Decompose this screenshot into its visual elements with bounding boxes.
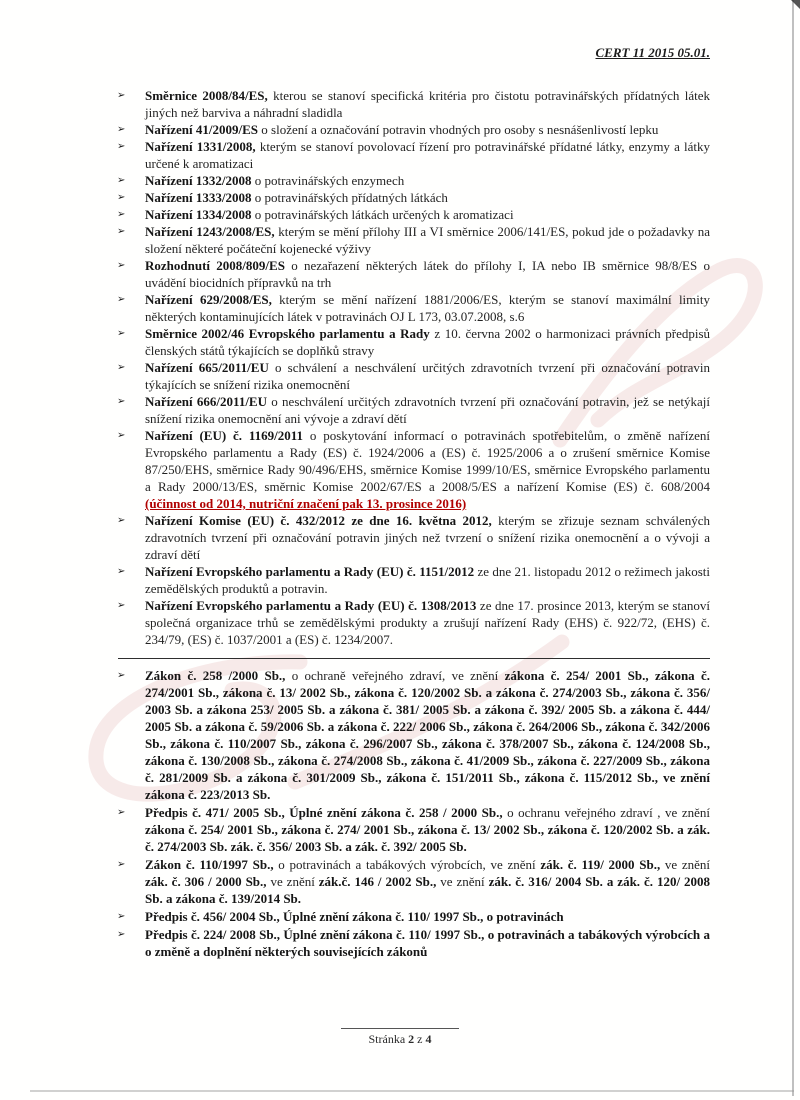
text-segment: Směrnice 2008/84/ES, xyxy=(145,88,268,103)
footer-of-word: z xyxy=(414,1032,426,1046)
text-segment: zák. č. 306 / 2000 Sb., xyxy=(145,874,267,889)
list-item xyxy=(110,87,710,121)
arrow-bullet-icon: ➢ xyxy=(117,328,126,339)
text-segment: zák.č. 146 / 2002 Sb., xyxy=(318,874,437,889)
text-segment: Zákon č. 110/1997 Sb., xyxy=(145,857,274,872)
arrow-bullet-icon: ➢ xyxy=(117,929,126,940)
text-segment: Nařízení 1243/2008/ES, xyxy=(145,224,275,239)
page-footer xyxy=(0,1028,800,1047)
text-segment: ve znění xyxy=(436,874,489,889)
text-segment: Nařízení 665/2011/EU xyxy=(145,360,269,375)
text-segment: o potravinářských látkách určených k aromatizaci xyxy=(251,207,514,222)
text-segment: ve znění xyxy=(660,857,711,872)
list-item xyxy=(110,427,710,512)
footer-page-number: 2 xyxy=(408,1032,415,1046)
list-item xyxy=(110,172,710,189)
cz-legislation-list xyxy=(110,667,710,960)
arrow-bullet-icon: ➢ xyxy=(117,192,126,203)
text-segment: zák. č. 316/ 2004 Sb. a zák. č. 120/ 2008 Sb. a zákona č. 139/2014 Sb. xyxy=(145,874,710,906)
arrow-bullet-icon: ➢ xyxy=(117,209,126,220)
text-segment: o ochranu veřejného zdraví , ve znění xyxy=(502,805,710,820)
list-item xyxy=(110,223,710,257)
section-divider xyxy=(118,658,710,659)
list-item xyxy=(110,359,710,393)
eu-legislation-list xyxy=(110,87,710,648)
text-segment: o potravinářských enzymech xyxy=(251,173,405,188)
scan-edge-bottom xyxy=(30,1090,794,1092)
arrow-bullet-icon: ➢ xyxy=(117,807,126,818)
text-segment: kterým se mění přílohy III a VI směrnice 2006/141/ES, pokud jde o požadavky na složení některé počáteční kojenecké výživy xyxy=(145,224,711,256)
arrow-bullet-icon: ➢ xyxy=(117,859,126,870)
document-code: CERT 11 2015 05.01. xyxy=(595,45,710,60)
text-segment: ze dne 17. prosince 2013, kterým se stanoví společná organizace trhů se zemědělskými produkty a zrušují nařízení Rady (EHS) č. 922/72, (EHS) č. 234/79, (ES) č. 1037/2001 a (ES) č. 1234/2007. xyxy=(145,598,710,647)
text-segment: kterým se mění nařízení 1881/2006/ES, kterým se stanoví maximální limity některých kontaminujících látek v potravinách OJ L 173, 03.07.2008, s.6 xyxy=(145,292,710,324)
arrow-bullet-icon: ➢ xyxy=(117,362,126,373)
text-segment: zákona č. 254/ 2001 Sb., zákona č. 274/ 2001 Sb., zákona č. 13/ 2002 Sb., zákona č. 120/2002 Sb. a zák. č. 274/2003 Sb. zák. č. 356/ 2003 Sb. a zák. č. 392/ 2005 Sb. xyxy=(145,822,710,854)
arrow-bullet-icon: ➢ xyxy=(117,90,126,101)
text-segment: o nezařazení některých látek do přílohy I, IA nebo IB směrnice 98/8/ES o uvádění biocidních přípravků na trh xyxy=(145,258,710,290)
list-item xyxy=(110,138,710,172)
list-item xyxy=(110,908,710,925)
list-item xyxy=(110,856,710,907)
footer-page-label xyxy=(369,1032,432,1046)
arrow-bullet-icon: ➢ xyxy=(117,141,126,152)
text-segment: Nařízení 41/2009/ES xyxy=(145,122,259,137)
arrow-bullet-icon: ➢ xyxy=(117,566,126,577)
text-segment: o ochraně veřejného zdraví, ve znění xyxy=(285,668,505,683)
list-item xyxy=(110,189,710,206)
text-segment: o složení a označování potravin vhodných pro osoby s nesnášenlivostí lepku xyxy=(258,122,659,137)
text-segment: Směrnice 2002/46 Evropského parlamentu a Rady xyxy=(145,326,430,341)
text-segment: Předpis č. 456/ 2004 Sb., Úplné znění zákona č. 110/ 1997 Sb., o potravinách xyxy=(145,909,564,924)
text-segment: Předpis č. 471/ 2005 Sb., Úplné znění zákona č. 258 / 2000 Sb., xyxy=(145,805,503,820)
list-item xyxy=(110,597,710,648)
text-segment: Nařízení Komise (EU) č. 432/2012 ze dne 16. května 2012, xyxy=(145,513,492,528)
scan-edge-right xyxy=(792,0,794,1096)
text-segment: zák. č. 119/ 2000 Sb., xyxy=(540,857,661,872)
text-segment: o neschválení určitých zdravotních tvrzení při označování potravin, jež se netýkají snížení rizika onemocnění ani vývoje a zdraví dětí xyxy=(145,394,710,426)
scan-corner-mark xyxy=(791,0,800,9)
list-item xyxy=(110,325,710,359)
footer-page-total: 4 xyxy=(425,1032,432,1046)
text-segment: kterým se stanoví povolovací řízení pro potravinářské přídatné látky, enzymy a látky určené k aromatizaci xyxy=(145,139,710,171)
text-segment: o potravinářských přídatných látkách xyxy=(251,190,448,205)
arrow-bullet-icon: ➢ xyxy=(117,124,126,135)
list-item xyxy=(110,804,710,855)
text-segment: Nařízení 1331/2008, xyxy=(145,139,256,154)
text-segment: ve znění xyxy=(266,874,319,889)
page-header xyxy=(110,45,710,61)
list-item xyxy=(110,393,710,427)
list-item xyxy=(110,206,710,223)
text-segment: z 10. června 2002 o harmonizaci právních předpisů členských států týkajících se doplňků stravy xyxy=(145,326,711,358)
arrow-bullet-icon: ➢ xyxy=(117,515,126,526)
text-segment: o potravinách a tabákových výrobcích, ve znění xyxy=(273,857,541,872)
arrow-bullet-icon: ➢ xyxy=(117,911,126,922)
list-item xyxy=(110,291,710,325)
arrow-bullet-icon: ➢ xyxy=(117,226,126,237)
text-segment: Rozhodnutí 2008/809/ES xyxy=(145,258,285,273)
text-segment: Nařízení 1333/2008 xyxy=(145,190,252,205)
list-item xyxy=(110,563,710,597)
list-item xyxy=(110,257,710,291)
text-segment: kterou se stanoví specifická kritéria pro čistotu potravinářských přídatných látek jiných než barviva a náhradní sladidla xyxy=(145,88,711,120)
list-item xyxy=(110,512,710,563)
text-segment: Nařízení (EU) č. 1169/2011 xyxy=(145,428,304,443)
text-segment: Nařízení Evropského parlamentu a Rady (EU) č. 1151/2012 xyxy=(145,564,475,579)
list-item xyxy=(110,121,710,138)
text-segment: Předpis č. 224/ 2008 Sb., Úplné znění zákona č. 110/ 1997 Sb., o potravinách a tabákových výrobcích a o změně a doplnění některých souvisejících zákonů xyxy=(145,927,710,959)
text-segment: ze dne 21. listopadu 2012 o režimech jakosti zemědělských produktů a potravin. xyxy=(145,564,710,596)
arrow-bullet-icon: ➢ xyxy=(117,175,126,186)
arrow-bullet-icon: ➢ xyxy=(117,670,126,681)
list-item xyxy=(110,926,710,960)
text-segment: o poskytování informací o potravinách spotřebitelům, o změně nařízení Evropského parlamentu a Rady (ES) č. 1924/2006 a (ES) č. 1925/2006 a o zrušení směrnice Komise 87/250/EHS, směrnice Rady 90/496/EHS, směrnice Komise 1999/10/ES, směrnice Evropského parlamentu a Rady 2000/13/ES, směrnic Komise 2002/67/ES a 2008/5/ES a nařízení Komise (ES) č. 608/2004 xyxy=(145,428,710,494)
text-segment: kterým se zřizuje seznam schválených zdravotních tvrzení při označování potravin jiných než tvrzení o snížení rizika onemocnění a o vývoji a zdraví dětí xyxy=(145,513,711,562)
arrow-bullet-icon: ➢ xyxy=(117,430,126,441)
document-body xyxy=(110,87,710,961)
text-segment: Nařízení Evropského parlamentu a Rady (EU) č. 1308/2013 xyxy=(145,598,477,613)
text-segment: Nařízení 1332/2008 xyxy=(145,173,252,188)
arrow-bullet-icon: ➢ xyxy=(117,260,126,271)
text-segment: Nařízení 629/2008/ES, xyxy=(145,292,272,307)
footer-prefix: Stránka xyxy=(368,1032,409,1046)
text-segment: Nařízení 1334/2008 xyxy=(145,207,252,222)
list-item xyxy=(110,667,710,803)
text-segment: zákona č. 254/ 2001 Sb., zákona č. 274/2001 Sb., zákona č. 13/ 2002 Sb., zákona č. 120/2002 Sb. a zákona č. 274/2003 Sb., zákona č. 356/ 2003 Sb. a zákona 253/ 2005 Sb. a zákona č. 381/ 2005 Sb. a zákona č. 392/ 2005 Sb. a zákona č. 444/ 2005 Sb. a zákona č. 59/2006 Sb. a zákona č. 222/ 2006 Sb., zákona č. 264/2006 Sb., zákona č. 342/2006 Sb., zákona č. 110/2007 Sb., zákona č. 296/2007 Sb., zákona č. 378/2007 Sb., zákona č. 124/2008 Sb., zákona č. 130/2008 Sb., zákona č. 274/2008 Sb., zákona č. 41/2009 Sb., zákona č. 227/2009 Sb., zákona č. 281/2009 Sb. a zákona č. 301/2009 Sb., zákona č. 151/2011 Sb., zákona č. 115/2012 Sb., ve znění zákona č. 223/2013 Sb. xyxy=(145,668,710,802)
text-segment: Nařízení 666/2011/EU xyxy=(145,394,267,409)
text-segment: (účinnost od 2014, nutriční značení pak 13. prosince 2016) xyxy=(145,496,467,511)
arrow-bullet-icon: ➢ xyxy=(117,294,126,305)
text-segment: Zákon č. 258 /2000 Sb., xyxy=(145,668,286,683)
arrow-bullet-icon: ➢ xyxy=(117,600,126,611)
text-segment: o schválení a neschválení určitých zdravotních tvrzení při označování potravin týkajících se snížení rizika onemocnění xyxy=(145,360,710,392)
arrow-bullet-icon: ➢ xyxy=(117,396,126,407)
footer-separator xyxy=(341,1028,459,1029)
